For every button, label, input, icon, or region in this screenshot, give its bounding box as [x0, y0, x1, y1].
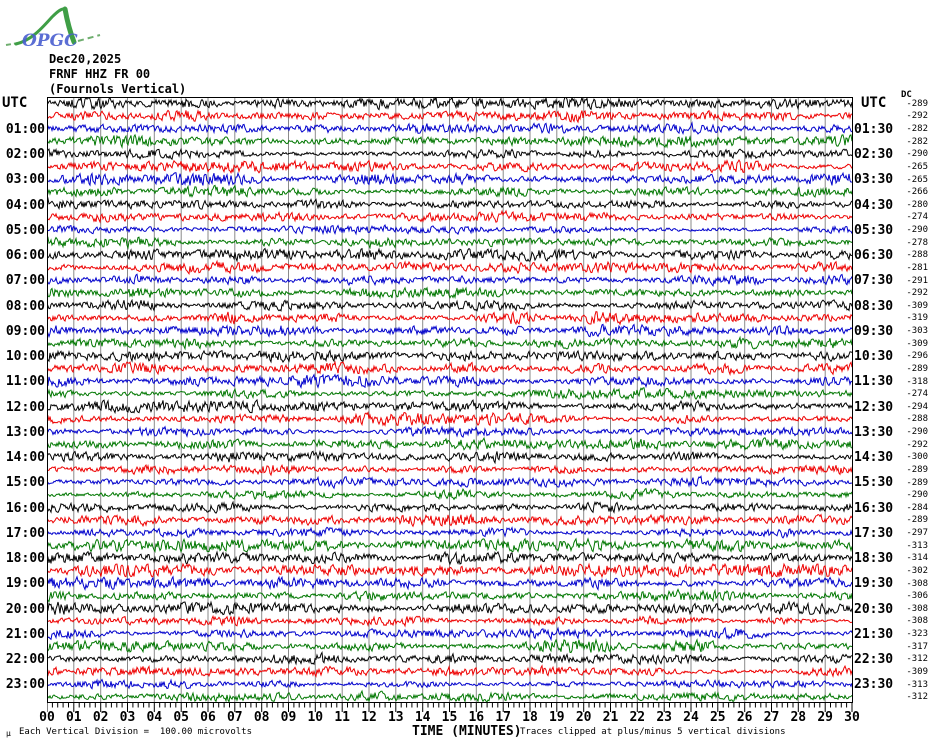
right-time-label: 02:30 [854, 147, 894, 162]
dc-value: -289 [906, 464, 928, 475]
minute-label: 22 [629, 710, 646, 725]
left-time-label: 23:00 [5, 677, 45, 693]
right-time-label: 13:30 [854, 424, 894, 440]
left-time-label: 05:00 [5, 222, 45, 238]
minute-label: 10 [307, 710, 324, 725]
station-code-label: FRNF HHZ FR 00 [49, 67, 151, 81]
dc-value: -292 [906, 111, 928, 122]
clip-note: Traces clipped at plus/minus 5 vertical divisions [520, 727, 786, 737]
dc-value: -282 [906, 136, 928, 147]
right-time-label: 09:30 [854, 323, 894, 339]
minute-label: 05 [173, 710, 190, 725]
minute-label: 24 [683, 710, 699, 725]
right-time-label: 20:30 [854, 601, 894, 617]
dc-value: -317 [906, 641, 928, 652]
left-time-label: 19:00 [5, 576, 45, 592]
left-time-label: 14:00 [5, 450, 45, 465]
left-time-label: 09:00 [5, 323, 45, 339]
minute-label: 01 [65, 710, 82, 725]
dc-value: -291 [906, 275, 928, 286]
left-time-label: 21:00 [5, 626, 45, 642]
mu-symbol: µ [6, 729, 11, 738]
minute-label: 06 [200, 710, 216, 725]
dc-value: -312 [906, 692, 928, 703]
right-time-label: 03:30 [854, 172, 894, 188]
dc-value: -296 [906, 351, 928, 362]
right-time-label: 14:30 [854, 450, 894, 465]
left-time-label: 04:00 [5, 197, 45, 213]
minute-label: 11 [334, 710, 351, 725]
dc-value: -290 [906, 149, 928, 160]
dc-value: -292 [906, 288, 928, 299]
left-time-label: 03:00 [5, 172, 45, 188]
dc-value: -265 [906, 161, 928, 172]
dc-value: -308 [906, 603, 928, 614]
dc-value: -288 [906, 414, 928, 425]
right-time-label: 12:30 [854, 399, 894, 415]
minute-label: 13 [387, 710, 404, 725]
dc-value: -319 [906, 313, 928, 324]
left-time-label: 11:00 [5, 374, 45, 390]
right-time-label: 21:30 [854, 626, 894, 642]
minute-label: 27 [763, 710, 780, 725]
dc-value: -289 [906, 363, 928, 374]
dc-value: -308 [906, 616, 928, 627]
logo-text: OPGC [22, 31, 78, 51]
right-time-label: 23:30 [854, 677, 894, 693]
dc-value: -289 [906, 98, 928, 109]
opgc-logo [4, 2, 106, 58]
dc-value: -289 [906, 477, 928, 488]
minute-label: 16 [468, 710, 485, 725]
dc-value: -309 [906, 666, 928, 677]
dc-value: -309 [906, 300, 928, 311]
dc-value: -282 [906, 124, 928, 134]
minute-label: 00 [39, 710, 55, 725]
dc-header: DC [901, 90, 912, 100]
right-time-label: 08:30 [854, 298, 894, 314]
right-time-label: 04:30 [854, 197, 894, 213]
dc-value: -297 [906, 528, 928, 538]
minute-label: 12 [361, 710, 377, 725]
minute-label: 26 [736, 710, 753, 725]
left-time-label: 06:00 [5, 248, 45, 263]
right-time-label: 01:30 [854, 121, 894, 137]
dc-value: -313 [906, 540, 928, 551]
dc-value: -289 [906, 515, 928, 526]
dc-value: -300 [906, 452, 928, 463]
left-time-label: 02:00 [5, 147, 45, 162]
dc-value: -265 [906, 174, 928, 185]
left-time-label: 17:00 [5, 525, 45, 541]
utc-header-right: UTC [861, 95, 887, 111]
dc-value: -318 [906, 376, 928, 387]
left-time-label: 15:00 [5, 475, 45, 491]
logo-dash-right [78, 35, 100, 41]
minute-label: 28 [790, 710, 807, 725]
minute-label: 04 [146, 710, 163, 725]
dc-value: -309 [906, 338, 928, 349]
dc-value: -278 [906, 237, 928, 248]
left-time-label: 01:00 [5, 121, 45, 137]
minute-label: 02 [92, 710, 109, 725]
dc-value: -302 [906, 565, 928, 576]
right-time-label: 05:30 [854, 222, 894, 238]
right-time-label: 17:30 [854, 525, 894, 541]
dc-value: -290 [906, 225, 928, 236]
minute-label: 03 [119, 710, 136, 725]
right-time-label: 16:30 [854, 500, 894, 516]
minute-label: 20 [575, 710, 592, 725]
dc-value: -284 [906, 502, 928, 513]
left-time-label: 18:00 [5, 551, 45, 566]
right-time-label: 15:30 [854, 475, 894, 491]
left-time-label: 20:00 [5, 601, 45, 617]
dc-value: -312 [906, 654, 928, 665]
left-time-label: 16:00 [5, 500, 45, 516]
right-time-label: 22:30 [854, 652, 894, 667]
dc-value: -281 [906, 262, 928, 273]
dc-value: -290 [906, 490, 928, 501]
dc-value: -303 [906, 326, 928, 337]
left-time-label: 08:00 [5, 298, 45, 314]
utc-header-left: UTC [2, 95, 28, 111]
dc-value: -306 [906, 591, 928, 602]
left-time-label: 22:00 [5, 652, 45, 667]
minute-label: 21 [602, 710, 619, 725]
right-time-label: 18:30 [854, 551, 894, 566]
dc-value: -290 [906, 427, 928, 438]
dc-value: -266 [906, 187, 928, 198]
left-time-label: 07:00 [5, 273, 45, 289]
minute-label: 23 [656, 710, 673, 725]
right-time-label: 11:30 [854, 374, 894, 390]
right-time-label: 19:30 [854, 576, 894, 592]
left-time-label: 10:00 [5, 349, 45, 364]
left-time-label: 12:00 [5, 399, 45, 415]
dc-value: -308 [906, 578, 928, 589]
dc-value: -323 [906, 629, 928, 639]
right-time-label: 10:30 [854, 349, 894, 364]
right-time-label: 07:30 [854, 273, 894, 289]
minute-label: 14 [414, 710, 431, 725]
station-name-label: (Fournols Vertical) [49, 82, 187, 96]
dc-value: -294 [906, 401, 928, 412]
minute-label: 09 [280, 710, 297, 725]
scale-note: Each Vertical Division = 100.00 microvolts [19, 727, 252, 737]
dc-value: -288 [906, 250, 928, 261]
date-label: Dec20,2025 [49, 52, 122, 66]
minute-label: 18 [522, 710, 538, 725]
minute-label: 30 [844, 710, 860, 725]
left-time-label: 13:00 [5, 424, 45, 440]
minute-label: 07 [226, 710, 243, 725]
minute-label: 29 [817, 710, 834, 725]
dc-value: -314 [906, 553, 928, 564]
right-time-label: 06:30 [854, 248, 894, 263]
dc-value: -292 [906, 439, 928, 450]
minute-label: 25 [709, 710, 726, 725]
minute-label: 19 [548, 710, 565, 725]
dc-value: -274 [906, 212, 928, 223]
minute-label: 17 [495, 710, 512, 725]
helicorder-plot [47, 97, 853, 715]
dc-value: -313 [906, 679, 928, 690]
x-axis-title: TIME (MINUTES) [412, 724, 522, 739]
minute-label: 08 [253, 710, 270, 725]
dc-value: -280 [906, 199, 928, 210]
dc-value: -274 [906, 389, 928, 400]
minute-label: 15 [441, 710, 458, 725]
